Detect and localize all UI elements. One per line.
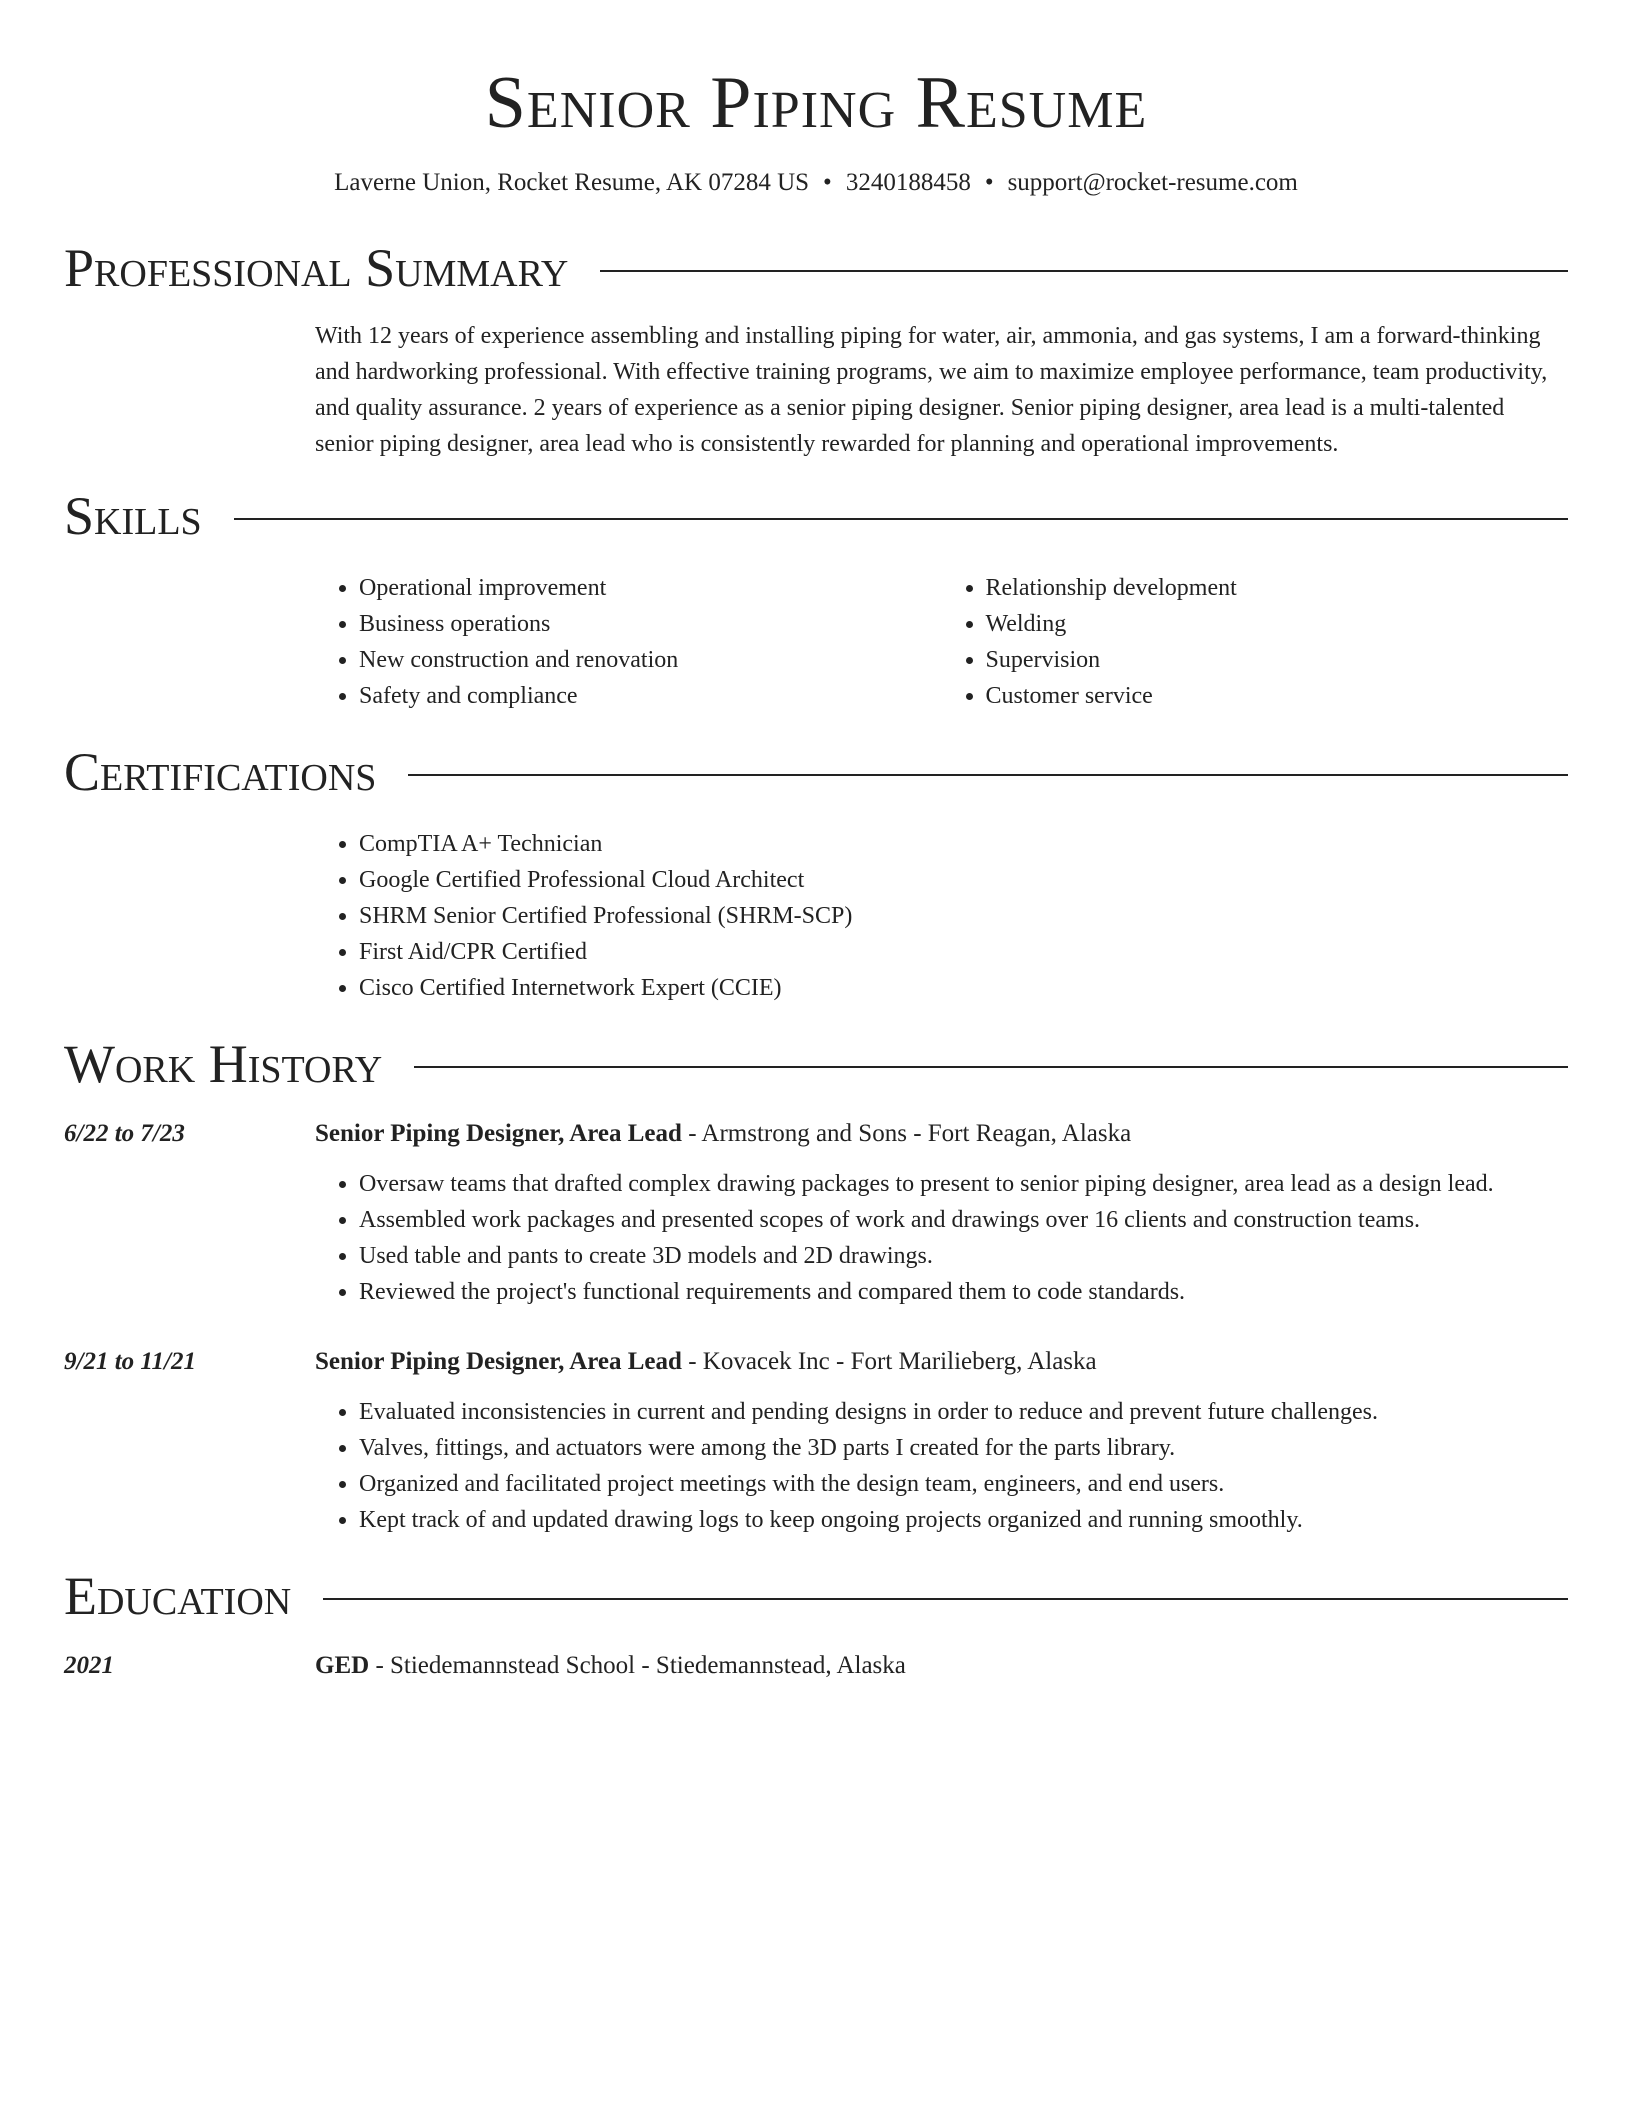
job-details xyxy=(315,1344,1568,1538)
job-header xyxy=(315,1116,1568,1152)
list-item: • Operational improvement xyxy=(359,570,942,606)
summary-text: With 12 years of experience assembling and installing piping for water, air, ammonia, and gas systems, I am a forward-thinking and hardworking professional. With effective training programs, we aim to maximize employee performance, team productivity, and quality assurance. 2 years of experience as a senior piping designer. Senior piping designer, area lead is a multi-talented senior piping designer, area lead who is consistently rewarded for planning and operational improvements. xyxy=(315,323,1548,457)
job-entry xyxy=(64,1116,1568,1310)
list-item: • Cisco Certified Internetwork Expert (CCIE) xyxy=(359,970,1568,1006)
list-item: • Reviewed the project's functional requirements and compared them to code standards. xyxy=(359,1274,1568,1310)
work-heading: Work History xyxy=(64,1034,383,1094)
job-role: Senior Piping Designer, Area Lead xyxy=(315,1348,682,1375)
education-degree: GED xyxy=(315,1652,370,1679)
job-dates: 6/22 to 7/23 xyxy=(64,1120,185,1147)
list-item: • Safety and compliance xyxy=(359,678,942,714)
job-company-location: - Armstrong and Sons - Fort Reagan, Alaska xyxy=(681,1120,1132,1147)
job-header xyxy=(315,1344,1568,1380)
section-divider xyxy=(234,518,1568,520)
education-heading: Education xyxy=(64,1566,292,1626)
contact-address: Laverne Union, Rocket Resume, AK 07284 US xyxy=(334,169,810,196)
list-item: • Evaluated inconsistencies in current and pending designs in order to reduce and prevent future challenges. xyxy=(359,1394,1568,1430)
job-role: Senior Piping Designer, Area Lead xyxy=(315,1120,682,1147)
list-item: • Supervision xyxy=(986,642,1569,678)
list-item: • Oversaw teams that drafted complex drawing packages to present to senior piping designer, area lead as a design lead. xyxy=(359,1166,1568,1202)
job-entry xyxy=(64,1344,1568,1538)
certifications-list xyxy=(315,826,1568,1006)
job-details xyxy=(315,1116,1568,1310)
certifications-list-wrap xyxy=(315,826,1568,1006)
list-item: • Valves, fittings, and actuators were among the 3D parts I created for the parts library. xyxy=(359,1430,1568,1466)
list-item: • Used table and pants to create 3D models and 2D drawings. xyxy=(359,1238,1568,1274)
skills-list-left xyxy=(315,570,942,714)
list-item: • Assembled work packages and presented scopes of work and drawings over 16 clients and construction teams. xyxy=(359,1202,1568,1238)
certifications-section xyxy=(64,742,1568,1006)
contact-line xyxy=(64,168,1568,198)
education-school-location: - Stiedemannstead School - Stiedemannstead, Alaska xyxy=(369,1652,906,1679)
job-company-location: - Kovacek Inc - Fort Marilieberg, Alaska xyxy=(681,1348,1097,1375)
education-year: 2021 xyxy=(64,1652,114,1679)
skills-heading: Skills xyxy=(64,486,202,546)
section-divider xyxy=(323,1598,1568,1600)
list-item: • Customer service xyxy=(986,678,1569,714)
contact-phone: 3240188458 xyxy=(845,169,971,196)
job-bullets xyxy=(315,1166,1568,1310)
summary-heading: Professional Summary xyxy=(64,238,569,298)
skills-section-header xyxy=(64,486,1568,546)
contact-email: support@rocket-resume.com xyxy=(1007,169,1298,196)
work-section xyxy=(64,1034,1568,1538)
list-item: • CompTIA A+ Technician xyxy=(359,826,1568,862)
list-item: • Google Certified Professional Cloud Architect xyxy=(359,862,1568,898)
list-item: • Welding xyxy=(986,606,1569,642)
list-item: • Relationship development xyxy=(986,570,1569,606)
list-item: • Organized and facilitated project meetings with the design team, engineers, and end users. xyxy=(359,1466,1568,1502)
list-item: • Business operations xyxy=(359,606,942,642)
section-divider xyxy=(408,774,1568,776)
education-details xyxy=(315,1648,1568,1684)
list-item: • SHRM Senior Certified Professional (SHRM-SCP) xyxy=(359,898,1568,934)
skills-grid xyxy=(315,570,1568,714)
education-section-header xyxy=(64,1566,1568,1626)
summary-section-header xyxy=(64,238,1568,298)
job-dates: 9/21 to 11/21 xyxy=(64,1348,196,1375)
list-item: • New construction and renovation xyxy=(359,642,942,678)
contact-separator: • xyxy=(823,169,832,196)
certifications-heading: Certifications xyxy=(64,742,377,802)
contact-separator: • xyxy=(984,169,994,196)
section-divider xyxy=(600,270,1568,272)
resume-title: Senior Piping Resume xyxy=(484,62,1148,144)
work-section-header xyxy=(64,1034,1568,1094)
skills-section xyxy=(64,486,1568,714)
section-divider xyxy=(414,1066,1568,1068)
job-bullets xyxy=(315,1394,1568,1538)
list-item: • First Aid/CPR Certified xyxy=(359,934,1568,970)
education-entry xyxy=(64,1648,1568,1684)
education-section xyxy=(64,1566,1568,1684)
skills-list-right xyxy=(942,570,1569,714)
summary-section xyxy=(64,238,1568,462)
certifications-section-header xyxy=(64,742,1568,802)
list-item: • Kept track of and updated drawing logs to keep ongoing projects organized and running smoothly. xyxy=(359,1502,1568,1538)
